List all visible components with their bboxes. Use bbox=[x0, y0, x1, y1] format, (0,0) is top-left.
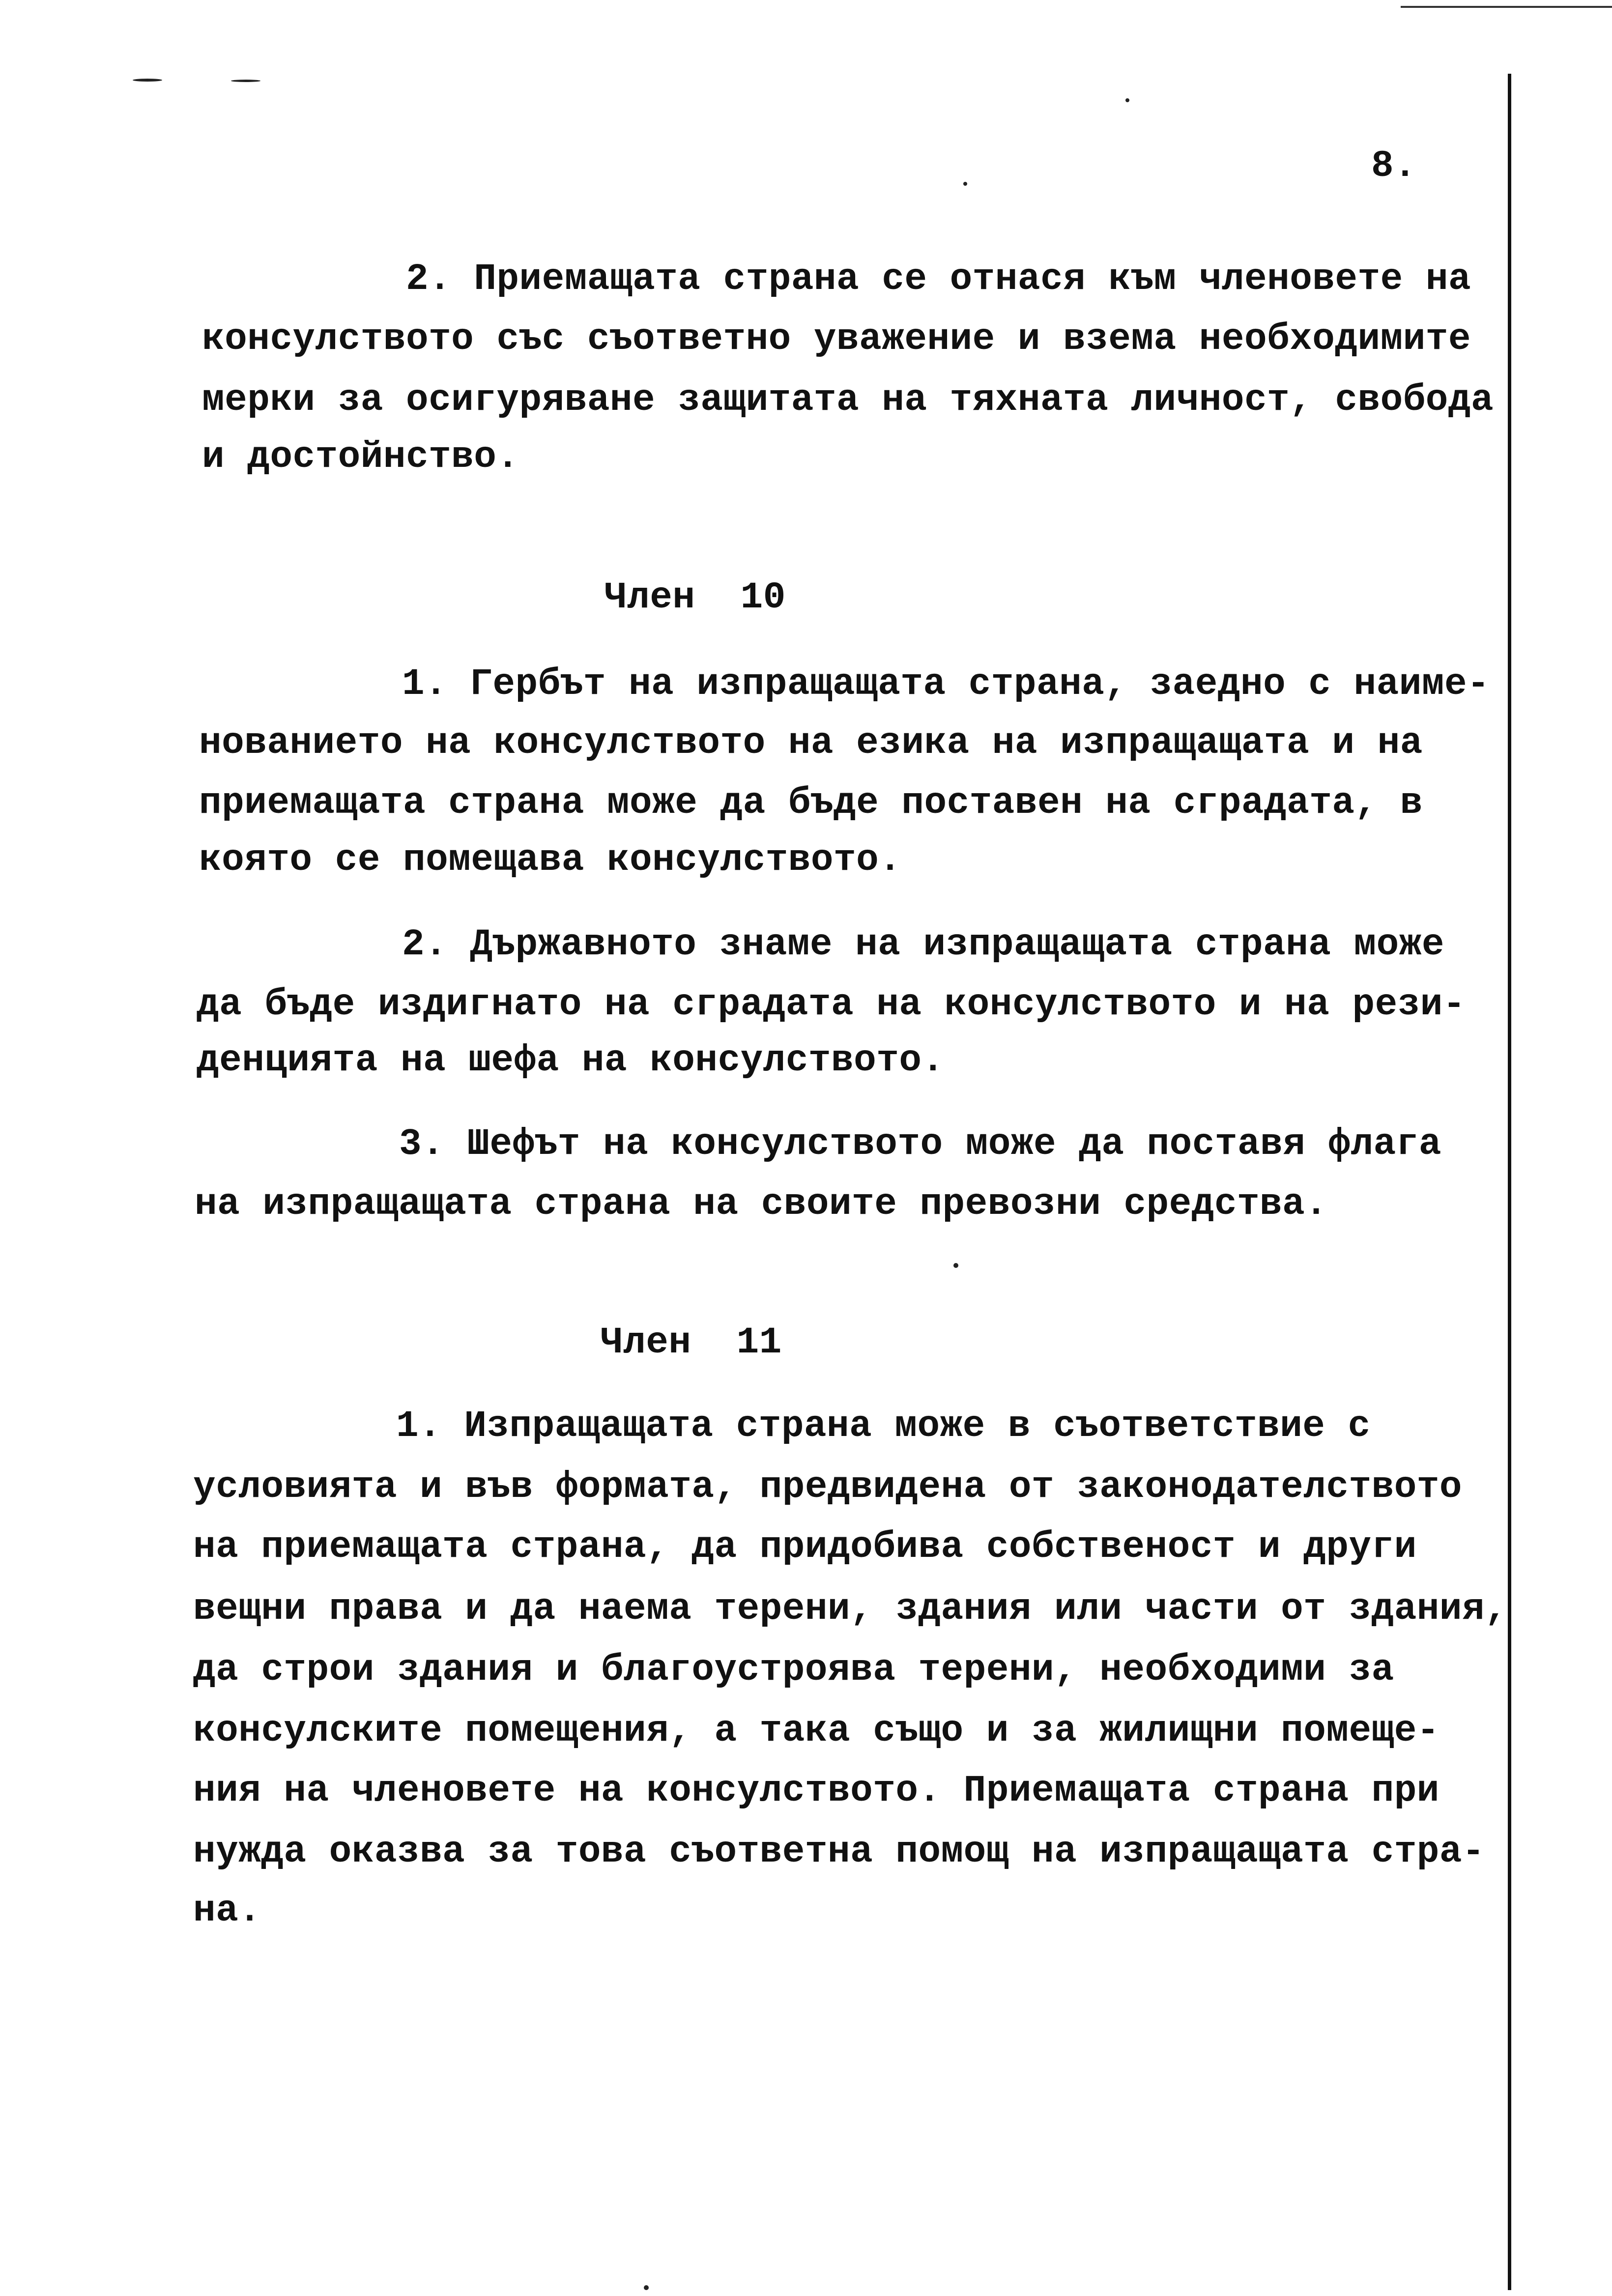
text-line: 3. Шефът на консулството може да поставя флага bbox=[399, 1123, 1441, 1165]
text-line: на изпращащата страна на своите превозни средства. bbox=[195, 1183, 1328, 1225]
top-rule bbox=[1401, 6, 1612, 8]
article-heading: Член 10 bbox=[604, 576, 786, 619]
text-line: мерки за осигуряване защитата на тяхната личност, свобода bbox=[202, 379, 1494, 421]
text-line: 1. Изпращащата страна може в съответствие с bbox=[396, 1405, 1371, 1447]
text-line: денцията на шефа на консулството. bbox=[197, 1039, 945, 1082]
text-line: на приемащата страна, да придобива собственост и други bbox=[193, 1526, 1417, 1568]
text-line: вещни права и да наема терени, здания или части от здания, bbox=[193, 1588, 1508, 1630]
text-line: и достойнство. bbox=[202, 436, 519, 478]
scan-mark bbox=[963, 182, 967, 186]
text-line: 1. Гербът на изпращащата страна, заедно с наиме- bbox=[402, 663, 1490, 705]
scan-mark bbox=[133, 79, 162, 82]
scan-mark bbox=[953, 1263, 958, 1268]
text-line: 2. Държавното знаме на изпращащата страна може bbox=[402, 923, 1444, 966]
scan-mark bbox=[644, 2285, 649, 2290]
text-line: приемащата страна може да бъде поставен на сградата, в bbox=[199, 782, 1423, 824]
article-heading: Член 11 bbox=[601, 1321, 782, 1364]
scan-mark bbox=[231, 80, 260, 82]
text-line: да бъде издигнато на сградата на консулството и на рези- bbox=[197, 983, 1466, 1026]
text-line: нованието на консулството на езика на изпращащата и на bbox=[199, 722, 1423, 764]
text-line: 2. Приемащата страна се отнася към членовете на bbox=[406, 258, 1471, 300]
text-line: която се помещава консулството. bbox=[199, 839, 902, 881]
margin-rule bbox=[1508, 74, 1511, 2290]
text-line: консулските помещения, а така също и за жилищни помеще- bbox=[193, 1710, 1439, 1752]
text-line: нужда оказва за това съответна помощ на изпращащата стра- bbox=[193, 1831, 1485, 1873]
text-line: да строи здания и благоустроява терени, необходими за bbox=[193, 1649, 1394, 1691]
text-line: условията и във формата, предвидена от законодателството bbox=[193, 1466, 1463, 1508]
text-line: ния на членовете на консулството. Приемащата страна при bbox=[193, 1770, 1439, 1812]
scan-mark bbox=[1125, 98, 1129, 102]
page-number: 8. bbox=[1371, 145, 1417, 187]
text-line: консулството със съответно уважение и взема необходимите bbox=[202, 318, 1471, 360]
text-line: на. bbox=[193, 1890, 261, 1932]
